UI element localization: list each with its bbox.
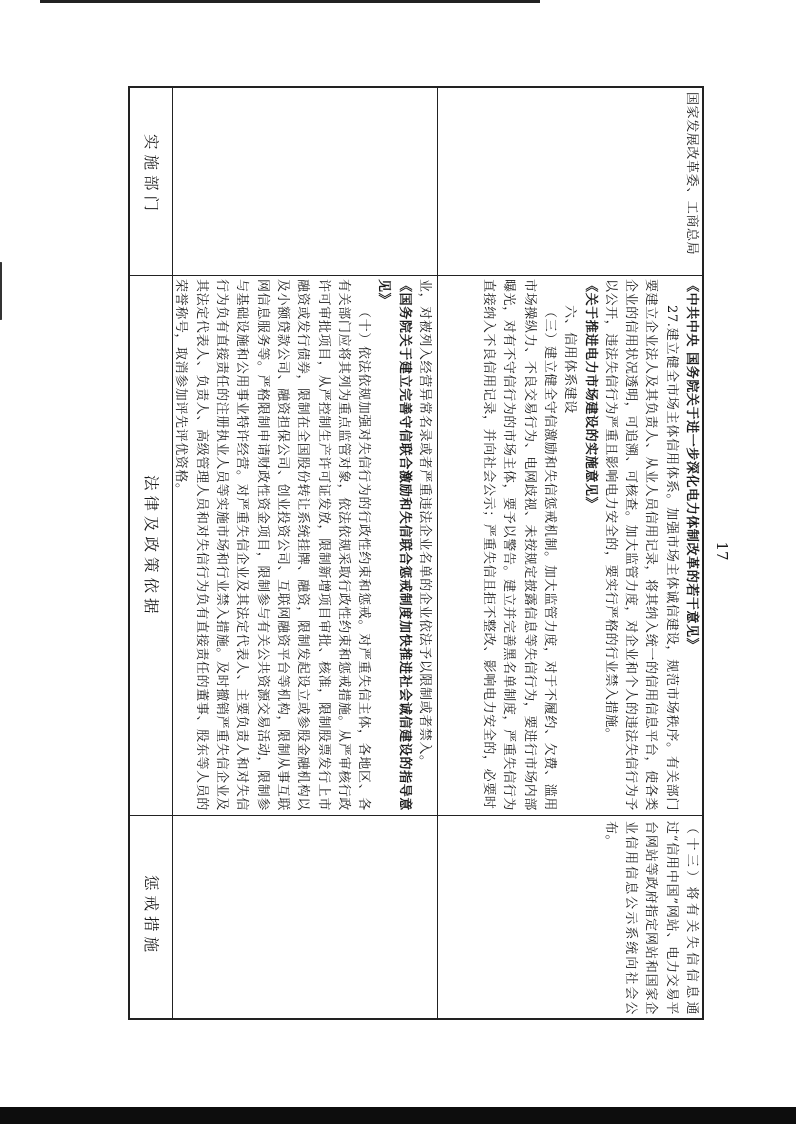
basis-doc-title: 《关于推进电力市场建设的实施意见》 [582,279,598,511]
basis-paragraph: 27.建立健全市场主体信用体系。加强市场主体诚信建设，规范市场秩序。有关部门要建立企业法人及其负责人、从业人员信用记录，将其纳入统一的信用信息平台，使各类企业的信用状况透明，可追溯、可核查。加大监管力度，对企业和个人的违法失信行为予以公开，违法失信行为严重且影响电力安全的，要实行严格的行业禁入措施。 [602,279,679,811]
basis-paragraph: 业，对被列入经营异常名录或者严重违法企业名单的企业依法予以限制或者禁入。 [417,279,432,769]
row2-dept-text: 国家发展改革委、工商总局 [684,92,699,256]
row2-measure-text: （十三）将有关失信信息通过“信用中国”网站、电力交易平台网站等政府指定网站和国家企业信用信息公示系统向社会公布。 [602,821,699,1015]
header-measures-cell [130,815,172,1020]
basis-paragraph: （十）依法依规加强对失信行为的行政性约束和惩戒。对严重失信主体，各地区、各有关部门应将其列为重点监管对象，依法依规采取行政性约束和惩戒措施。从严审核行政许可审批项目，从严控制生产许可证发放，限制新增项目审批、核准，限制股票发行上市融资或发行债券，限制在全国股份转让系统挂牌、融资，限制发起设立或参股金融机构以及小额贷款公司、融资担保公司、创业投资公司、互联网融资平台等机构，限制从事互联网信息服务等。严格限制申请财政性资金项目，限制参与有关公共资源交易活动，限制参与基础设施和公用事业特许经营。对严重失信企业及其法定代表人、主要负责人和对失信行为负有直接责任的注册执业人员等实施市场和行业禁入措施。及时撤销严重失信企业及其法定代表人、负责人、高级管理人员和对失信行为负有直接责任的董事、股东等人员的荣誉称号，取消参加评先评优资格。 [173,279,372,811]
row2-dept-cell [437,88,704,275]
header-dept: 实施部门 [142,134,160,217]
page-number: 17 [713,541,731,561]
row2-measure-cell [437,815,704,1020]
basis-paragraph: （三）建立健全守信激励和失信惩戒机制。加大监管力度，对于不履约、欠费、滥用市场操纵力、不良交易行为、电网歧视、未按规定披露信息等失信行为，要进行市场内部曝光，对有不守信行为的市场主体，要予以警告。建立并完善黑名单制度，严重失信行为直接纳入不良信用记录，并向社会公示；严重失信且拒不整改、影响电力安全的，必要时 [481,279,557,811]
basis-section-heading: 六、信用体系建设 [562,305,578,414]
row2-basis-text [441,279,701,811]
scan-edge-band [0,1107,796,1124]
row1-basis-cell [172,275,437,815]
header-basis-cell [130,275,172,815]
basis-doc-title: 《国务院关于建立完善守信联合激励和失信联合惩戒制度加快推进社会诚信建设的指导意见》 [376,279,412,811]
header-dept-cell [130,88,172,275]
row2-basis-cell [437,275,704,815]
header-basis: 法律及政策依据 [142,475,160,619]
row1-basis-text [173,279,434,811]
policy-table [128,86,704,1020]
basis-doc-title: 《中共中央 国务院关于进一步深化电力体制改革的若干意见》 [684,279,699,652]
binding-mark [0,262,8,320]
header-measures: 惩戒措施 [142,875,160,958]
top-rule [40,0,540,3]
